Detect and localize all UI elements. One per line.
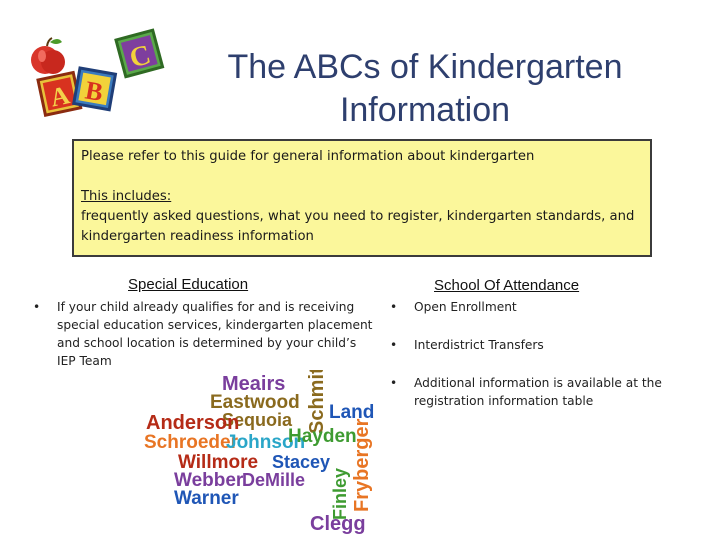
bullet-icon: • (390, 300, 398, 314)
list-item-text: Interdistrict Transfers (414, 338, 544, 352)
word-eastwood: Eastwood (210, 392, 300, 413)
word-willmore: Willmore (178, 452, 259, 473)
info-box (72, 139, 652, 257)
word-stacey: Stacey (272, 452, 331, 472)
word-meairs: Meairs (222, 373, 286, 395)
info-includes-label: This includes: (81, 189, 172, 204)
block-b-letter: B (83, 75, 106, 108)
block-c-letter: C (126, 39, 154, 75)
apple-icon (31, 38, 65, 74)
special-education-list (33, 298, 373, 370)
word-anderson: Anderson (146, 412, 240, 434)
list-item-text: Open Enrollment (414, 300, 517, 314)
word-demille: DeMille (242, 470, 306, 490)
word-warner: Warner (174, 488, 239, 509)
page-title: The ABCs of Kindergarten Information (227, 48, 623, 129)
special-education-heading: Special Education (128, 276, 249, 293)
word-webber: Webber (174, 470, 244, 491)
word-fryberger: Fryberger (351, 418, 373, 512)
list-item (390, 298, 690, 316)
list-item-text: Additional information is available at the registration information table (414, 376, 662, 408)
bullet-icon: • (390, 338, 398, 352)
word-johnson: Johnson (226, 432, 306, 453)
info-intro: Please refer to this guide for general information about kindergarten (81, 149, 535, 164)
word-schmitt: Schmitt (306, 370, 328, 434)
block-c (116, 30, 163, 77)
bullet-icon: • (390, 376, 398, 390)
block-a-letter: A (47, 80, 73, 113)
school-of-attendance-list (390, 298, 690, 430)
bullet-icon: • (33, 300, 41, 314)
word-sequoia: Sequoia (222, 410, 293, 430)
block-b (74, 68, 116, 110)
word-clegg: Clegg (310, 513, 366, 535)
word-finley: Finley (330, 467, 350, 520)
info-includes-text: frequently asked questions, what you need to register, kindergarten standards, and kindergarten readiness information (81, 209, 635, 244)
list-item (33, 298, 373, 370)
list-item (390, 374, 690, 410)
word-hayden: Hayden (288, 426, 357, 447)
list-item (390, 336, 690, 354)
abc-blocks-logo (20, 20, 170, 135)
word-land: Land (329, 402, 375, 423)
word-schroeder: Schroeder (144, 432, 238, 453)
school-names-word-cloud (138, 370, 378, 540)
school-of-attendance-heading: School Of Attendance (434, 277, 580, 294)
list-item-text: If your child already qualifies for and is receiving special education services, kindergarten placement and school location is determined by your child’s IEP Team (57, 300, 373, 368)
